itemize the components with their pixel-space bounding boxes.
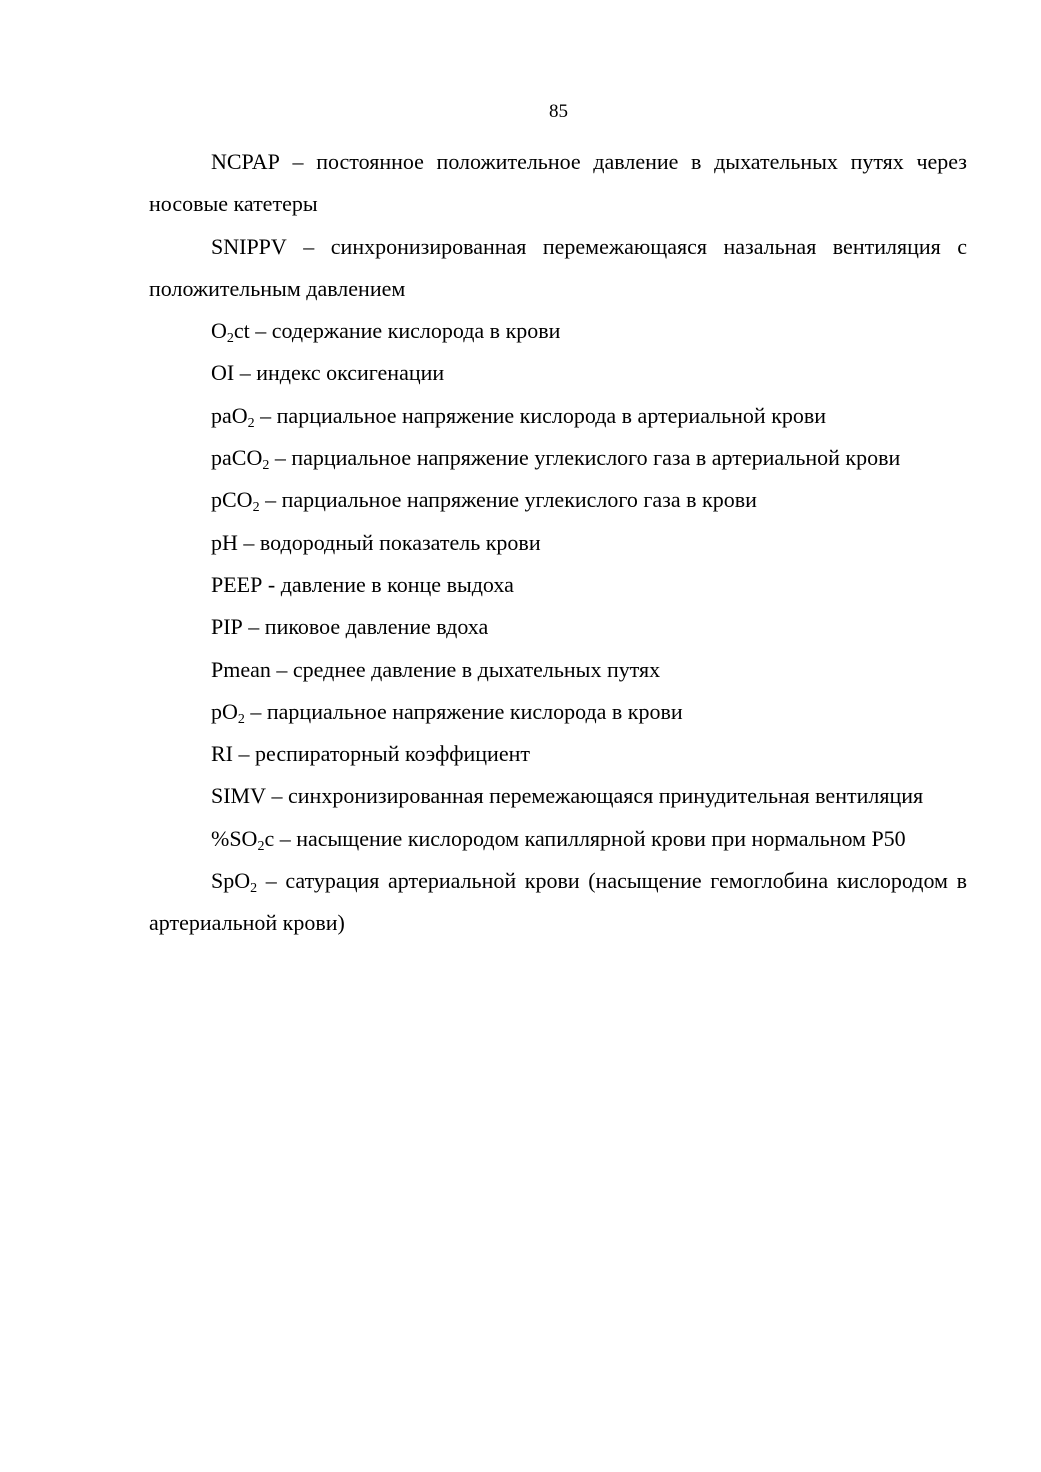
- abbreviation-definition: парциальное напряжение углекислого газа в артериальной крови: [291, 445, 901, 471]
- abbreviation-definition: индекс оксигенации: [256, 360, 445, 386]
- abbreviation-entry: [149, 775, 967, 817]
- abbreviation-separator: –: [269, 445, 292, 471]
- abbreviation-separator: –: [254, 402, 277, 428]
- abbreviation-term: Pmean: [211, 656, 271, 682]
- abbreviation-separator: –: [257, 868, 286, 894]
- abbreviation-entry: [149, 352, 967, 394]
- abbreviation-term-suffix: c: [264, 825, 275, 851]
- abbreviation-entry: [149, 310, 967, 352]
- abbreviation-separator: -: [262, 571, 281, 597]
- abbreviation-term-subscript: 2: [262, 458, 270, 474]
- abbreviation-term: OI: [211, 360, 235, 386]
- abbreviation-entry: [149, 437, 967, 479]
- abbreviation-term: pCO: [211, 487, 253, 513]
- abbreviation-entry: [149, 606, 967, 648]
- abbreviation-separator: –: [266, 783, 289, 809]
- abbreviation-definition: синхронизированная перемежающаяся назальная вентиляция с положительным давлением: [149, 233, 967, 301]
- abbreviation-separator: –: [259, 487, 282, 513]
- abbreviation-term: pO: [211, 698, 238, 724]
- abbreviation-definition: пиковое давление вдоха: [264, 614, 489, 640]
- abbreviation-term-subscript: 2: [257, 838, 265, 854]
- abbreviation-term: %SO: [211, 825, 258, 851]
- abbreviation-term: paCO: [211, 445, 263, 471]
- abbreviation-definition: постоянное положительное давление в дыхательных путях через носовые катетеры: [149, 149, 968, 217]
- abbreviation-separator: –: [274, 825, 297, 851]
- abbreviation-entry: [149, 649, 967, 691]
- abbreviation-entry: [149, 818, 967, 860]
- abbreviation-separator: –: [279, 149, 317, 174]
- abbreviation-term-subscript: 2: [247, 415, 255, 431]
- abbreviation-definition: давление в конце выдоха: [280, 571, 514, 597]
- abbreviation-term-subscript: 2: [226, 331, 234, 347]
- abbreviation-term-subscript: 2: [252, 500, 260, 516]
- abbreviation-term: O: [211, 318, 227, 344]
- abbreviation-definition: среднее давление в дыхательных путях: [292, 656, 661, 682]
- abbreviation-term: RI: [211, 741, 233, 767]
- abbreviation-entry: [149, 226, 967, 311]
- abbreviation-term: PEEP: [211, 571, 263, 597]
- abbreviation-entry: [149, 395, 967, 437]
- abbreviation-definition: респираторный коэффициент: [255, 741, 530, 767]
- abbreviation-definition: водородный показатель крови: [259, 529, 541, 555]
- abbreviation-term-suffix: ct: [233, 318, 250, 344]
- abbreviation-definition: сатурация артериальной крови (насыщение гемоглобина кислородом в артериальной крови): [149, 868, 967, 936]
- abbreviation-term-subscript: 2: [250, 881, 258, 897]
- abbreviation-term: PIP: [211, 614, 243, 640]
- abbreviation-entry: [149, 860, 967, 945]
- abbreviation-definition: содержание кислорода в крови: [271, 318, 561, 344]
- abbreviation-entry: [149, 564, 967, 606]
- page-number: 85: [549, 101, 568, 122]
- abbreviation-entry: [149, 479, 967, 521]
- abbreviation-separator: –: [233, 741, 255, 767]
- abbreviation-separator: –: [242, 614, 265, 640]
- abbreviation-term: SIMV: [211, 783, 267, 809]
- abbreviation-separator: –: [249, 318, 272, 344]
- abbreviation-separator: –: [270, 656, 293, 682]
- abbreviation-separator: –: [234, 360, 257, 386]
- abbreviation-entry: [149, 733, 967, 775]
- abbreviation-entry: [149, 691, 967, 733]
- abbreviation-term: paO: [211, 402, 248, 428]
- abbreviation-term: NCPAP: [211, 149, 280, 174]
- abbreviation-entry: [149, 141, 967, 226]
- abbreviation-term: SpO: [211, 868, 251, 894]
- abbreviation-definition: насыщение кислородом капиллярной крови при нормальном P50: [296, 825, 906, 851]
- abbreviation-entry: [149, 522, 967, 564]
- abbreviation-separator: –: [237, 529, 260, 555]
- abbreviation-term-subscript: 2: [237, 711, 245, 727]
- abbreviation-separator: –: [244, 698, 267, 724]
- abbreviation-definition: парциальное напряжение углекислого газа в крови: [281, 487, 757, 513]
- abbreviation-list: [149, 141, 967, 945]
- abbreviation-separator: –: [286, 233, 331, 259]
- abbreviation-term: pH: [211, 529, 238, 555]
- abbreviation-definition: парциальное напряжение кислорода в артериальной крови: [276, 402, 827, 428]
- abbreviation-term: SNIPPV: [211, 233, 287, 259]
- abbreviation-definition: парциальное напряжение кислорода в крови: [266, 698, 683, 724]
- abbreviation-definition: синхронизированная перемежающаяся принудительная вентиляция: [288, 783, 924, 809]
